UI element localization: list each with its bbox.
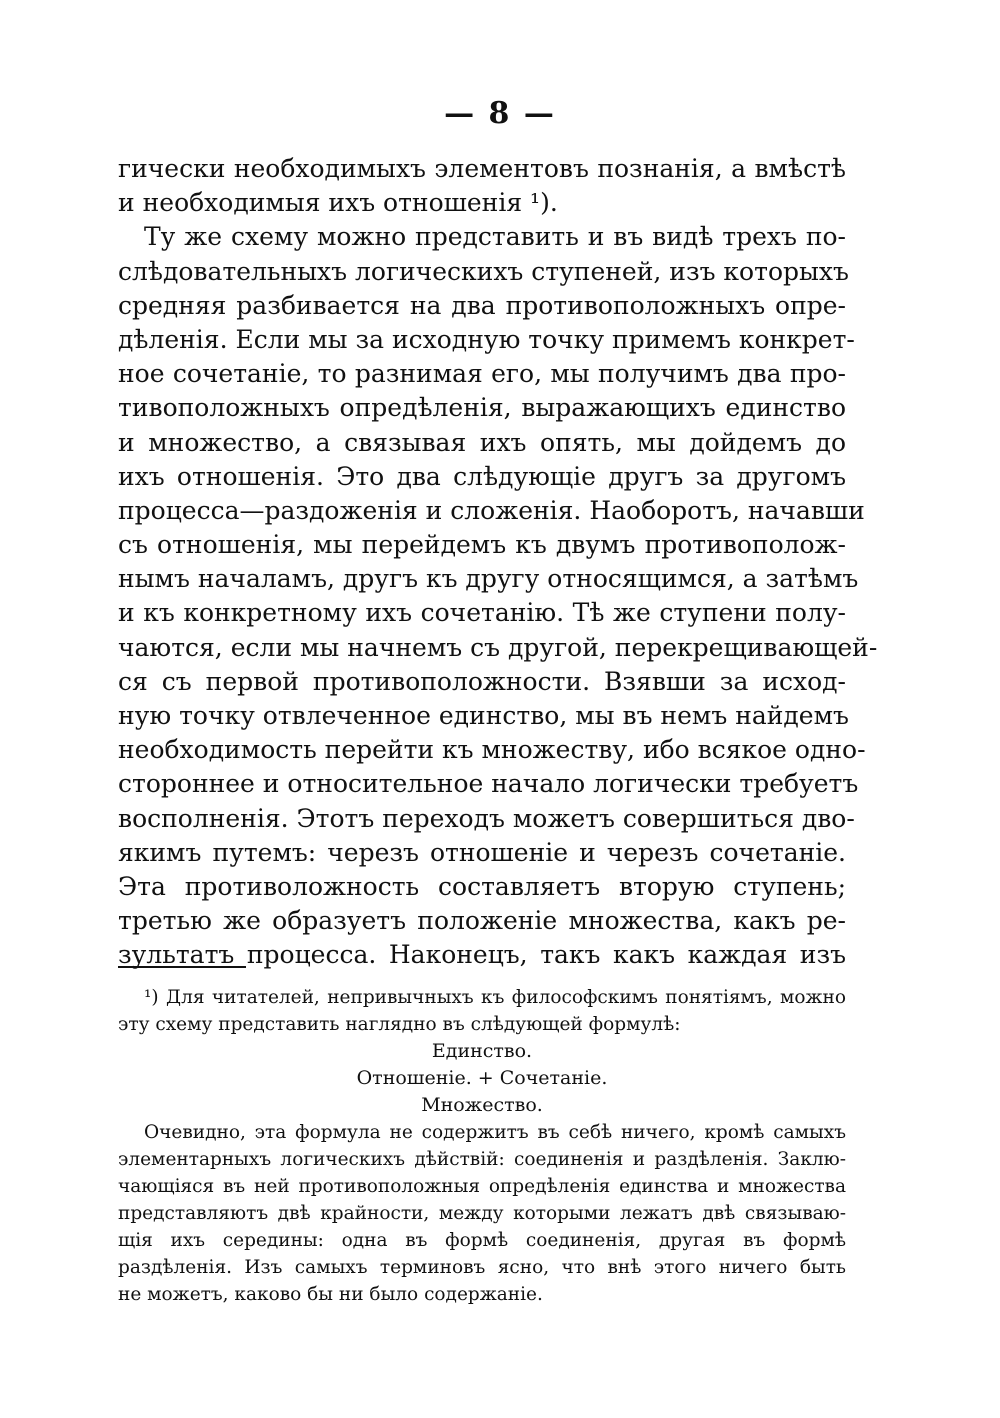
footnote-line: чающіяся въ ней противоположныя опредѣленія единства и множества	[118, 1176, 846, 1197]
text-line: необходимость перейти къ множеству, ибо всякое одно-	[118, 735, 866, 765]
text-line: чаются, если мы начнемъ съ другой, перекрещивающей-	[118, 632, 878, 662]
text-line: ся съ первой противоположности. Взявши за исход-	[118, 666, 846, 696]
formula-bottom: Множество.	[421, 1094, 543, 1116]
footnote-line: раздѣленія. Изъ самыхъ терминовъ ясно, что внѣ этого ничего быть	[118, 1257, 846, 1278]
text-line: гически необходимыхъ элементовъ познанія, а вмѣстѣ	[118, 154, 846, 183]
text-line: съ отношенія, мы перейдемъ къ двумъ противополож-	[118, 530, 846, 560]
footnote-line: эту схему представить наглядно въ слѣдующей формулѣ:	[118, 1014, 681, 1035]
text-line: процесса—раздоженія и сложенія. Наоборотъ, начавши	[118, 495, 865, 525]
footnote-line: щія ихъ середины: одна въ формѣ соединенія, другая въ формѣ	[118, 1230, 846, 1251]
footnote-line: ¹) Для читателей, непривычныхъ къ философскимъ понятіямъ, можно	[144, 987, 846, 1008]
text-line: тивоположныхъ опредѣленія, выражающихъ единство	[118, 393, 846, 423]
text-line: Эта противоложность составляетъ вторую ступень;	[118, 871, 846, 901]
paragraph-start-line: Ту же схему можно представить и въ видѣ трехъ по-	[144, 222, 846, 252]
text-line: якимъ путемъ: черезъ отношеніе и черезъ сочетаніе.	[118, 837, 846, 867]
footnote-line: Очевидно, эта формула не содержитъ въ себѣ ничего, кромѣ самыхъ	[144, 1122, 846, 1143]
text-line: дѣленія. Если мы за исходную точку примемъ конкрет-	[118, 324, 855, 354]
text-line: и необходимыя ихъ отношенія ¹).	[118, 188, 558, 218]
text-line: третью же образуетъ положеніе множества, какъ ре-	[118, 906, 846, 936]
text-line: ную точку отвлеченное единство, мы въ немъ найдемъ	[118, 701, 849, 730]
footnote	[118, 984, 846, 1308]
text-line: и къ конкретному ихъ сочетанію. Тѣ же ступени полу-	[118, 598, 846, 628]
page-number: — 8 —	[444, 96, 556, 131]
text-line: стороннее и относительное начало логически требуетъ	[118, 769, 859, 799]
text-line: восполненія. Этотъ переходъ можетъ совершиться дво-	[118, 803, 855, 833]
text-line: средняя разбивается на два противоположныхъ опре-	[118, 290, 846, 320]
footnote-line: не можетъ, каково бы ни было содержаніе.	[118, 1284, 543, 1305]
formula-top: Единство.	[431, 1040, 533, 1062]
formula-middle: Отношеніе. + Сочетаніе.	[356, 1067, 608, 1089]
text-line: ихъ отношенія. Это два слѣдующіе другъ за другомъ	[118, 461, 846, 491]
text-line: зультатъ процесса. Наконецъ, такъ какъ каждая изъ	[118, 940, 846, 970]
text-line: слѣдовательныхъ логическихъ ступеней, изъ которыхъ	[118, 256, 849, 286]
text-line: и множество, а связывая ихъ опять, мы дойдемъ до	[118, 427, 846, 457]
footnote-line: элементарныхъ логическихъ дѣйствій: соединенія и раздѣленія. Заклю-	[118, 1149, 846, 1170]
main-text	[118, 152, 878, 973]
text-line: ное сочетаніе, то разнимая его, мы получимъ два про-	[118, 359, 846, 389]
text-line: нымъ началамъ, другъ къ другу относящимся, а затѣмъ	[118, 564, 859, 594]
footnote-line: представляютъ двѣ крайности, между которыми лежатъ двѣ связываю-	[118, 1203, 846, 1224]
footnote-divider	[118, 966, 246, 968]
